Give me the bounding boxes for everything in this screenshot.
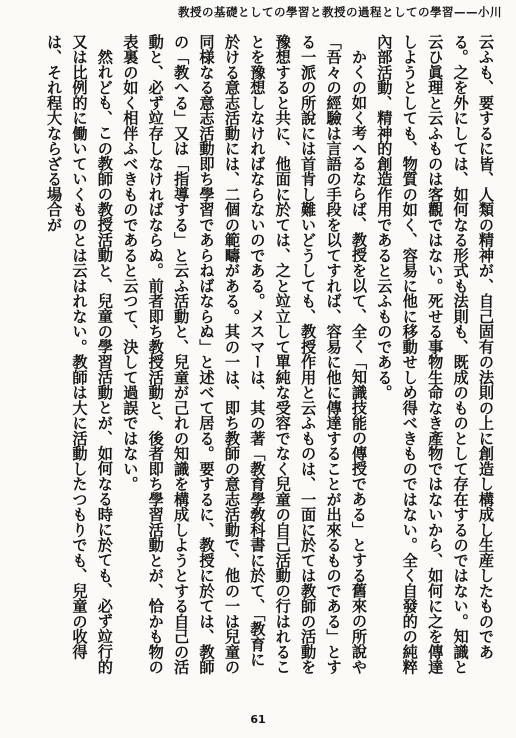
page-number: 61: [250, 713, 266, 726]
paragraph-3: 然れども、この教師の教授活動と、兒童の學習活動とが、如何なる時に於ても、必ず竝行的又は比例的に働いていくものとは云はれない。教師は大に活動したつもりでも、兒童の收得は、それ程大ならざる場合が: [45, 34, 114, 675]
running-head: 教授の基礎としての學習と教授の過程としての學習——小川: [178, 5, 502, 19]
body-text: [16, 34, 498, 680]
paragraph-2: かくの如く考へるならば、教授を以て、全く「知識技能の傳授である」とする舊來の所說や「吾々の經驗は言語の手段を以てすれば、容易に他に傳達することが出來るものである」とする一派の所說には首肯し難いどうしても、教授作用と云ふものは、一面に於ては教師の活動を豫想すると共に、他面に於ては、之と竝立して單純な受容でなく兒童の自己活動の行はれることを豫想しなければならないのである。メスマーは、其の著「教育學敎科書に於て、「教育に於ける意志活動には、二個の範疇がある。其の一は、即ち教師の意志活動で、他の一は兒童の同様なる意志活動即ち學習であらねばならぬ」と述べて居る。要するに、教授に於ては、教師の「教へる」又は「指導する」と云ふ活動と、兒童が己れの知識を構成しようとする自己の活動と、必ず竝存しなければならぬ。前者即ち教授活動と、後者即ち學習活動とが、恰かも物の表裏の如く相伴ふべきものであると云つて、決して過誤ではない。: [121, 34, 368, 675]
paragraph-1: 云ふも、要するに皆、人類の精神が、自己固有の法則の上に創造し構成し生産したものである。之を外にしては、如何なる形式も法則も、既成のものとして存在するのではない。知識と云ひ眞理と云ふものは客觀ではない。死せる事物生命なき產物ではないから、如何に之を傳達しようとしても、物質の如く、容易に他に移動せしめ得べきものではない。全く自發的の純粹內部活動、精神的創造作用であると云ふものである。: [375, 34, 495, 675]
